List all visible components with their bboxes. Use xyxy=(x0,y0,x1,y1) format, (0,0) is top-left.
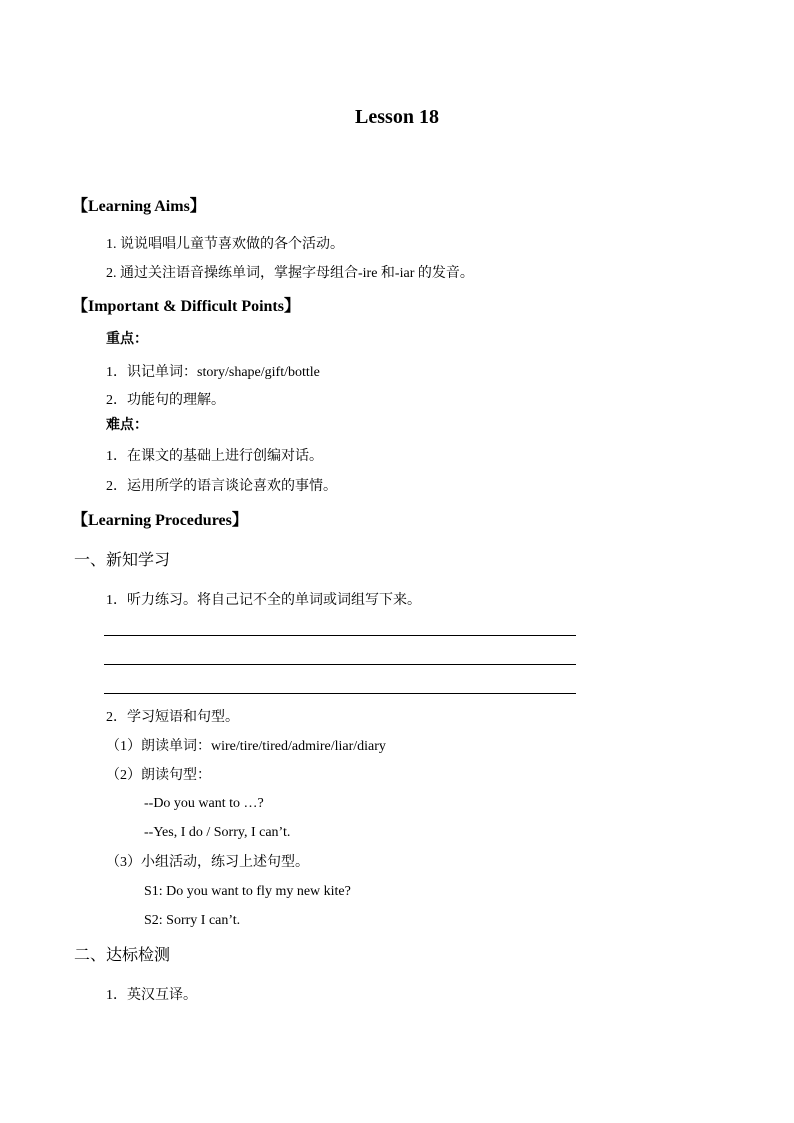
procedures-heading: 【Learning Procedures】 xyxy=(72,512,248,529)
group-activity-task: （3）小组活动，练习上述句型。 xyxy=(106,855,309,870)
difficult-point-2: 2．运用所学的语言谈论喜欢的事情。 xyxy=(106,479,337,494)
dialogue-line-s2: S2: Sorry I can’t. xyxy=(144,913,241,928)
listening-task: 1．听力练习。将自己记不全的单词或词组写下来。 xyxy=(106,593,421,608)
translate-task: 1．英汉互译。 xyxy=(106,988,197,1003)
aim-item-2: 2. 通过关注语音操练单词，掌握字母组合-ire 和-iar 的发音。 xyxy=(106,266,474,281)
key-points-label: 重点： xyxy=(106,332,148,347)
read-sentences-task: （2）朗读句型： xyxy=(106,768,211,783)
difficult-points-label: 难点： xyxy=(106,418,148,433)
part2-heading: 二、达标检测 xyxy=(74,945,171,964)
page-title: Lesson 18 xyxy=(355,106,439,128)
key-point-2: 2．功能句的理解。 xyxy=(106,393,225,408)
answer-blank-line xyxy=(104,664,576,665)
read-words-task: （1）朗读单词：wire/tire/tired/admire/liar/diary xyxy=(106,739,386,754)
answer-blank-line xyxy=(104,635,576,636)
phrases-task: 2．学习短语和句型。 xyxy=(106,710,239,725)
dialogue-line-s1: S1: Do you want to fly my new kite? xyxy=(144,884,351,899)
learning-aims-heading: 【Learning Aims】 xyxy=(72,198,206,215)
difficult-point-1: 1．在课文的基础上进行创编对话。 xyxy=(106,449,323,464)
sentence-pattern-answer: --Yes, I do / Sorry, I can’t. xyxy=(144,825,291,840)
sentence-pattern-question: --Do you want to …? xyxy=(144,796,264,811)
key-point-1: 1．识记单词：story/shape/gift/bottle xyxy=(106,365,320,380)
aim-item-1: 1. 说说唱唱儿童节喜欢做的各个活动。 xyxy=(106,237,344,252)
answer-blank-line xyxy=(104,693,576,694)
points-heading: 【Important & Difficult Points】 xyxy=(72,298,300,315)
part1-heading: 一、新知学习 xyxy=(74,550,171,569)
